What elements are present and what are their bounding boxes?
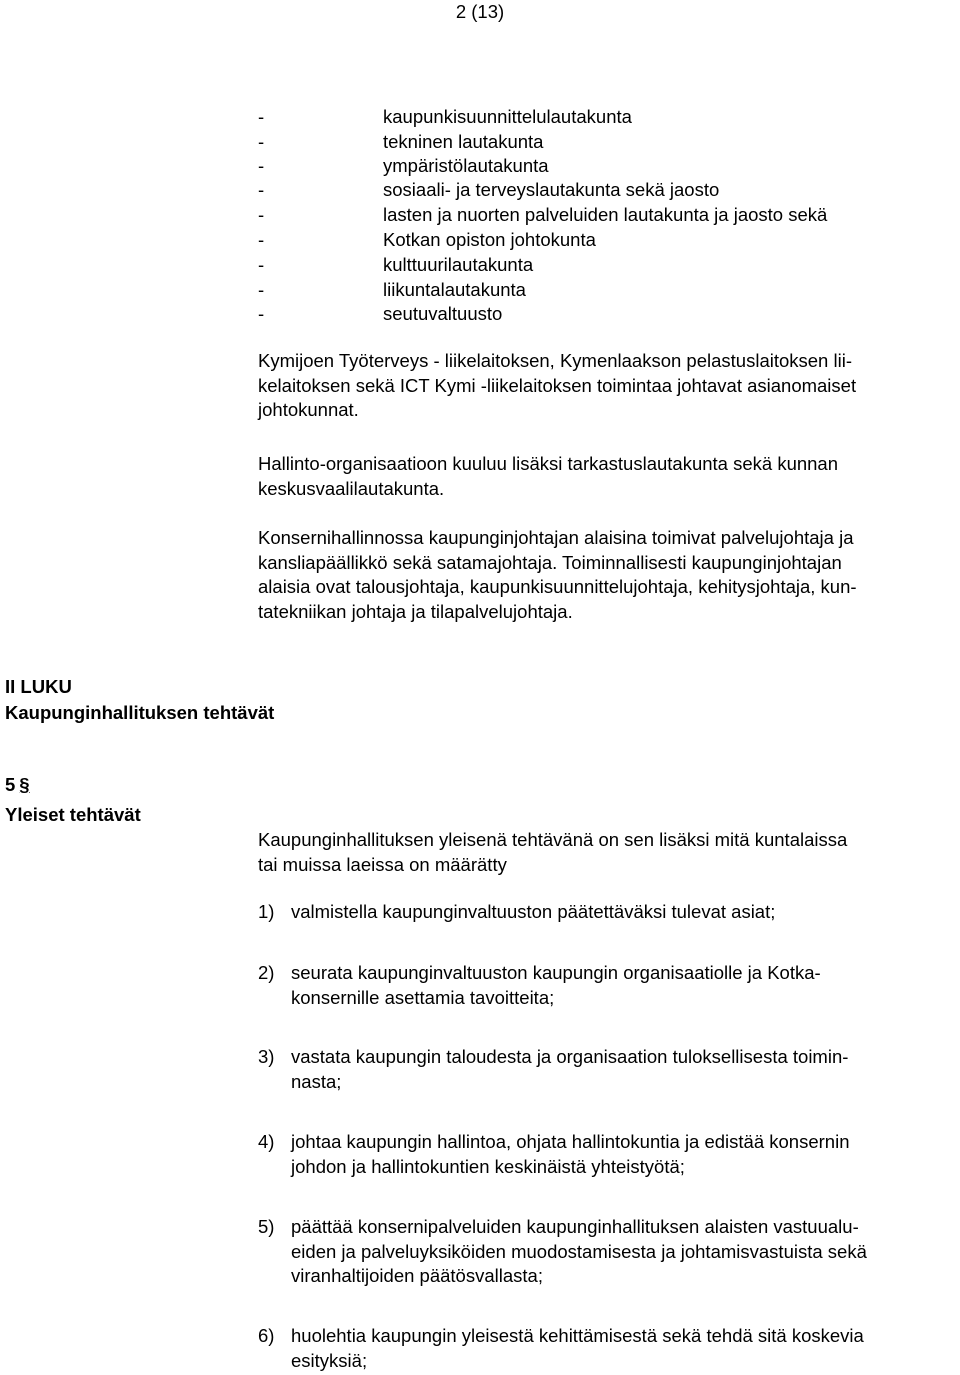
- dash-bullet: -: [258, 179, 265, 200]
- list-item: [258, 154, 549, 179]
- list-item-text: sosiaali- ja terveyslautakunta sekä jaosto: [383, 179, 720, 200]
- item-number: 2): [258, 962, 275, 983]
- paragraph-konserni: [258, 526, 857, 624]
- item-line: seurata kaupunginvaltuuston kaupungin organisaatiolle ja Kotka-: [291, 962, 821, 983]
- dash-bullet: -: [258, 131, 265, 152]
- item-number: 5): [258, 1216, 275, 1237]
- paragraph-line: alaisia ovat talousjohtaja, kaupunkisuunnittelujohtaja, kehitysjohtaja, kun-: [258, 576, 857, 597]
- item-body: [291, 1130, 850, 1179]
- list-item: [258, 130, 543, 155]
- paragraph-intro: [258, 828, 847, 877]
- item-number: 1): [258, 901, 275, 922]
- dash-bullet: -: [258, 106, 265, 127]
- item-body: [291, 961, 821, 1010]
- item-line: nasta;: [291, 1070, 342, 1092]
- list-item: [258, 302, 502, 327]
- dash-bullet: -: [258, 155, 265, 176]
- dash-bullet: -: [258, 279, 265, 300]
- item-number: 4): [258, 1131, 275, 1152]
- list-item: [258, 278, 526, 303]
- paragraph-line: keskusvaalilautakunta.: [258, 477, 445, 499]
- list-item: [258, 228, 596, 253]
- item-number: 3): [258, 1046, 275, 1067]
- section-number: [5, 773, 30, 798]
- item-line: päättää konsernipalveluiden kaupunginhallituksen alaisten vastuualu-: [291, 1216, 859, 1237]
- item-line: eiden ja palveluyksiköiden muodostamisesta ja johtamisvastuista sekä: [291, 1240, 867, 1262]
- list-item: [258, 178, 719, 203]
- item-line: valmistella kaupunginvaltuuston päätettäväksi tulevat asiat;: [291, 901, 776, 922]
- section-number-text: 5: [5, 774, 16, 795]
- list-item-text: Kotkan opiston johtokunta: [383, 229, 596, 250]
- page-number: 2 (13): [455, 1, 505, 22]
- item-line: vastata kaupungin taloudesta ja organisaation tuloksellisesta toimin-: [291, 1046, 849, 1067]
- paragraph-line: johtokunnat.: [258, 399, 359, 420]
- list-item: [258, 253, 533, 278]
- paragraph-line: kansliapäällikkö sekä satamajohtaja. Toiminnallisesti kaupunginjohtajan: [258, 551, 842, 573]
- list-item-text: lasten ja nuorten palveluiden lautakunta ja jaosto sekä: [383, 204, 828, 225]
- list-item: [258, 203, 827, 228]
- paragraph-line: tai muissa laeissa on määrätty: [258, 853, 507, 875]
- list-item-text: kaupunkisuunnittelulautakunta: [383, 106, 632, 127]
- chapter-number: II LUKU: [5, 676, 72, 697]
- paragraph-kymijoen: [258, 349, 856, 423]
- item-body: [291, 1324, 864, 1373]
- list-item: [258, 105, 632, 130]
- paragraph-line: Kaupunginhallituksen yleisenä tehtävänä on sen lisäksi mitä kuntalaissa: [258, 829, 848, 850]
- item-line: esityksiä;: [291, 1349, 368, 1371]
- paragraph-line: kelaitoksen sekä ICT Kymi -liikelaitoksen toimintaa johtavat asianomaiset: [258, 374, 857, 396]
- dash-bullet: -: [258, 229, 265, 250]
- item-line: johdon ja hallintokuntien keskinäistä yhteistyötä;: [291, 1155, 685, 1177]
- dash-bullet: -: [258, 254, 265, 275]
- dash-bullet: -: [258, 303, 265, 324]
- paragraph-line: Hallinto-organisaatioon kuuluu lisäksi tarkastuslautakunta sekä kunnan: [258, 453, 839, 474]
- item-line: viranhaltijoiden päätösvallasta;: [291, 1265, 543, 1286]
- item-number: 6): [258, 1325, 275, 1346]
- paragraph-line: Kymijoen Työterveys - liikelaitoksen, Kymenlaakson pelastuslaitoksen lii-: [258, 350, 852, 371]
- item-line: huolehtia kaupungin yleisestä kehittämisestä sekä tehdä sitä koskevia: [291, 1325, 864, 1346]
- list-item-text: ympäristölautakunta: [383, 155, 549, 176]
- item-body: [291, 900, 775, 925]
- dash-bullet: -: [258, 204, 265, 225]
- item-body: [291, 1045, 848, 1094]
- list-item-text: liikuntalautakunta: [383, 279, 526, 300]
- list-item-text: kulttuurilautakunta: [383, 254, 534, 275]
- section-sign: §: [19, 774, 30, 795]
- list-item-text: tekninen lautakunta: [383, 131, 544, 152]
- chapter-title: Kaupunginhallituksen tehtävät: [5, 702, 275, 723]
- paragraph-hallinto: [258, 452, 838, 501]
- section-title: Yleiset tehtävät: [5, 804, 141, 825]
- paragraph-line: Konsernihallinnossa kaupunginjohtajan alaisina toimivat palvelujohtaja ja: [258, 527, 854, 548]
- item-line: johtaa kaupungin hallintoa, ohjata hallintokuntia ja edistää konsernin: [291, 1131, 850, 1152]
- list-item-text: seutuvaltuusto: [383, 303, 503, 324]
- paragraph-line: tatekniikan johtaja ja tilapalvelujohtaja.: [258, 600, 573, 622]
- item-line: konsernille asettamia tavoitteita;: [291, 986, 555, 1008]
- item-body: [291, 1215, 867, 1289]
